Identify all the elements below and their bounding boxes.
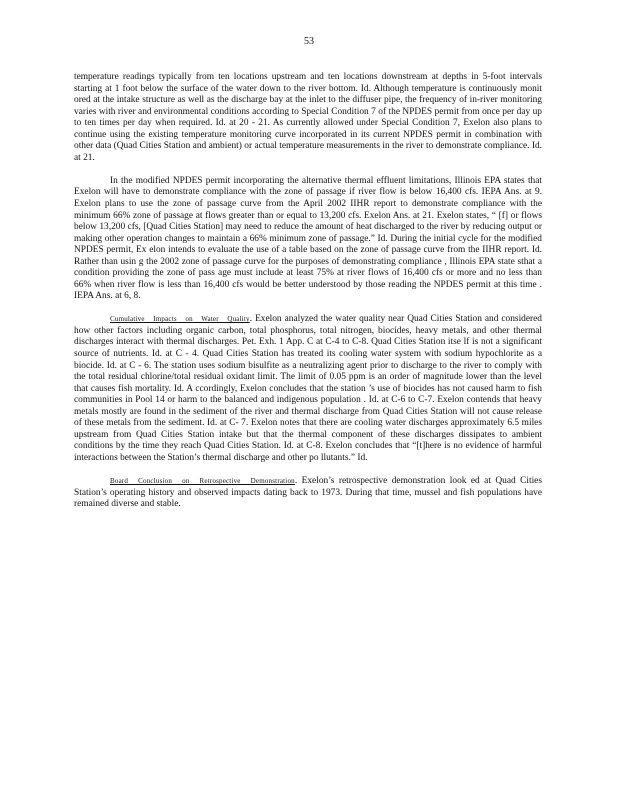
paragraph-cumulative-impacts — [74, 314, 542, 464]
paragraph-temperature-monitoring: temperature readings typically from ten locations upstream and ten locations downstream at depths in 5-foot intervals starting at 1 foot below the surface of the water down to the river bottom. Id. Although temperature is continuously monit ored at the intake structure as well as the discharge bay at the inlet to the diffuser pipe, the frequency of in-river monitoring varies with river and environmental conditions according to Special Condition 7 of the NPDES permit from once per day up to ten times per day when required. Id. at 20 - 21. As currently allowed under Special Condition 7, Exelon also plans to continue using the existing temperature monitoring curve incorporated in its current NPDES permit in combination with other data (Quad Cities Station and ambient) or actual temperature measurements in the river to demonstrate compliance. Id. at 21. — [74, 72, 542, 163]
paragraph-board-conclusion — [74, 476, 542, 511]
paragraph-board-conclusion-text: . Exelon’s retrospective demonstration look ed at Quad Cities Station’s operating history and observed impacts dating back to 1973. During that time, mussel and fish populations have remained diverse and stable. — [74, 476, 542, 510]
paragraph-cumulative-impacts-text: . Exelon analyzed the water quality near Quad Cities Station and considered how other factors including organic carbon, total phosphorus, total nitrogen, biocides, heavy metals, and other thermal discharges interact with thermal discharges. Pet. Exh. 1 App. C at C-4 to C-8. Quad Cities Station itse lf is not a significant source of nutrients. Id. at C - 4. Quad Cities Station has treated its cooling water system with sodium hypochlorite as a biocide. Id. at C - 6. The station uses sodium bisulfite as a neutralizing agent prior to discharge to the river to comply with the total residual chlorine/total residual oxidant limit. The limit of 0.05 ppm is an order of magnitude lower than the level that causes fish mortality. Id. A ccordingly, Exelon concludes that the station ’s use of biocides has not caused harm to fish communities in Pool 14 or harm to the balanced and indigenous population . Id. at C-6 to C-7. Exelon contends that heavy metals mostly are found in the sediment of the river and thermal discharge from Quad Cities Station will not cause release of these metals from the sediment. Id. at C- 7. Exelon notes that there are cooling water discharges approximately 6.5 miles upstream from Quad Cities Station intake but that the thermal component of these discharges dissipates to ambient conditions by the time they reach Quad Cities Station. Id. at C-8. Exelon concludes that “[t]here is no evidence of harmful interactions between the Station’s thermal discharge and other po llutants.” Id. — [74, 314, 542, 463]
page-number: 53 — [304, 36, 314, 47]
section-heading-cumulative-impacts: Cumulative Impacts on Water Quality — [110, 315, 250, 324]
paragraph-zone-of-passage: In the modified NPDES permit incorporating the alternative thermal effluent limitations, Illinois EPA states that Exelon will have to demonstrate compliance with the zone of passage if river flow is below 16,400 cfs. IEPA Ans. at 9. Exelon plans to use the zone of passage curve from the April 2002 IIHR report to demonstrate compliance with the minimum 66% zone of passage at flows greater than or equal to 13,200 cfs. Exelon Ans. at 21. Exelon states, “ [f] or flows below 13,200 cfs, [Quad Cities Station] may need to reduce the amount of heat discharged to the river by reducing output or making other operation changes to maintain a 66% minimum zone of passage.” Id. During the initial cycle for the modified NPDES permit, Ex elon intends to evaluate the use of a table based on the zone of passage curve from the IIHR report. Id. Rather than usin g the 2002 zone of passage curve for the purposes of demonstrating compliance , Illinois EPA state sthat a condition providing the zone of pass age must include at least 75% at river flows of 16,400 cfs or more and no less than 66% when river flow is less than 16,400 cfs would be better understood by those reading the NPDES permit at this time . IEPA Ans. at 6, 8. — [74, 175, 542, 302]
section-heading-board-conclusion: Board Conclusion on Retrospective Demonstration — [110, 477, 295, 485]
document-body — [74, 72, 542, 511]
